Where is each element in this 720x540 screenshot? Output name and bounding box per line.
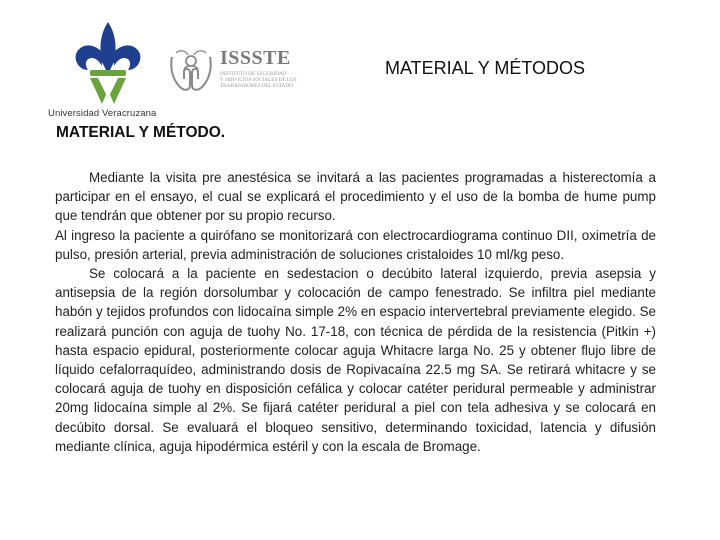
issste-hands-icon [166,45,216,95]
issste-name: ISSSTE [220,47,291,69]
issste-subtitle-line: TRABAJADORES DEL ESTADO [220,83,293,90]
page-title: MATERIAL Y MÉTODOS [385,58,586,78]
section-title: MATERIAL Y MÉTODO. [56,124,226,141]
issste-subtitle [220,71,314,90]
universidad-veracruzana-name: Universidad Veracruzana [48,108,157,119]
issste-subtitle-line: INSTITUTO DE SEGURIDAD [220,71,287,77]
issste-subtitle-line: Y SERVICIOS SOCIALES DE LOS [220,77,297,84]
issste-logo [166,45,316,97]
paragraph: Mediante la visita pre anestésica se invitará a las pacientes programadas a histerectomía a participar en el ensayo, el cual se explicará el procedimiento y el uso de la bomba de hume pump que tendrán que obtener por su propio recurso. [55,170,656,224]
paragraph: Se colocará a la paciente en sedestacion o decúbito lateral izquierdo, previa asepsia y antisepsia de la región dorsolumbar y colocación de campo fenestrado. Se infiltra piel mediante habón y tejidos profundos con lidocaína simple 2% en espacio intervertebral previamente elegido. Se realizará punción con aguja de tuohy No. 17-18, con técnica de pérdida de la resistencia (Pitkin +) hasta espacio epidural, posteriormente colocar aguja Whitacre larga No. 25 y obtener flujo libre de líquido cefalorraquídeo, administrando dosis de Ropivacaína 22.5 mg SA. Se retirará whitacre y se colocará aguja de tuohy en disposición cefálica y colocar catéter peridural permeable y administrar 20mg lidocaína simple al 2%. Se fijará catéter peridural a piel con tela adhesiva y se colocará en decúbito dorsal. Se evaluará el bloqueo sensitivo, determinando toxicidad, latencia y difusión mediante clínica, aguja hipodérmica estéril y con la escala de Bromage. [55,266,656,454]
universidad-veracruzana-logo [48,18,168,122]
paragraph: Al ingreso la paciente a quirófano se monitorizará con electrocardiograma continuo DII, oximetría de pulso, presión arterial, previa administración de soluciones cristaloides 10 ml/kg peso. [55,227,656,262]
body-text [55,168,656,456]
flor-de-lis-icon [72,18,144,108]
